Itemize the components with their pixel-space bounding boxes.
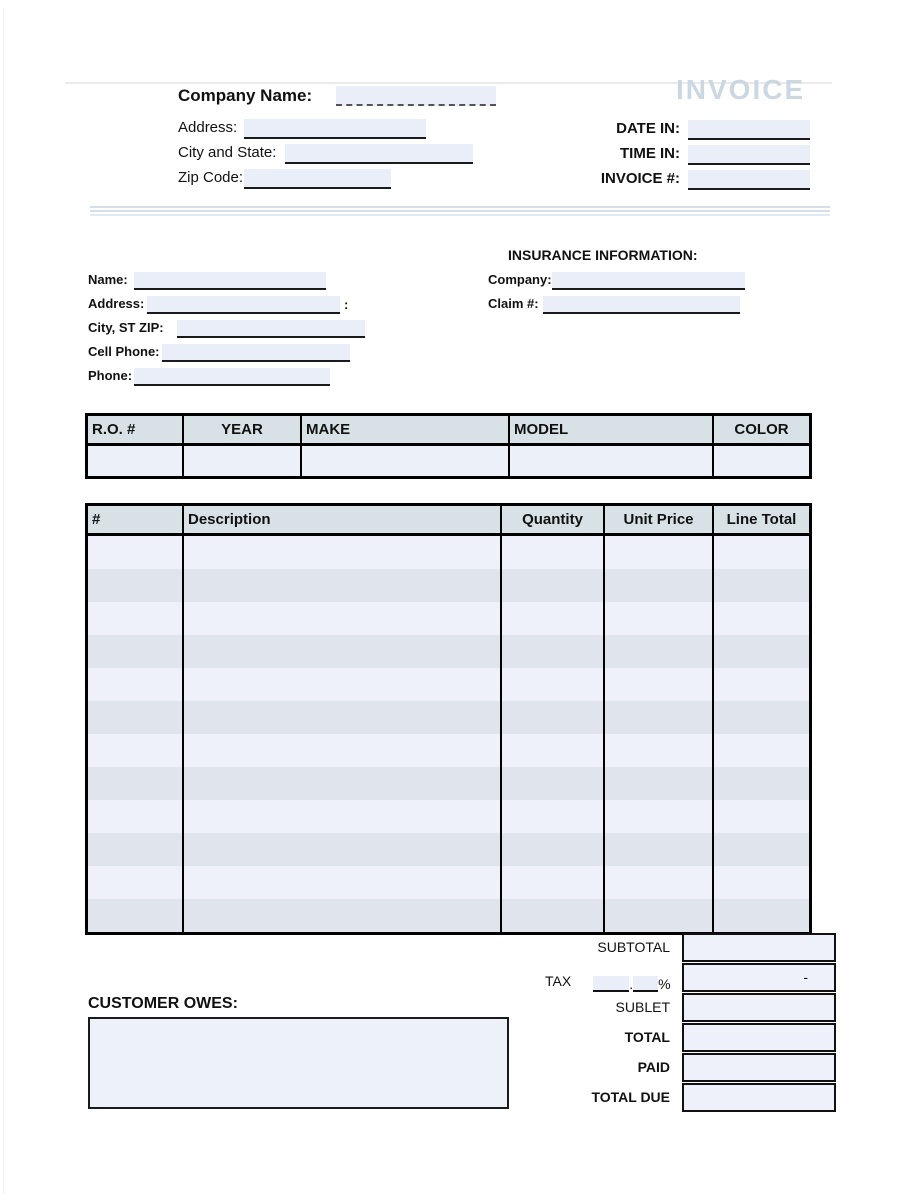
- table-row: [87, 445, 811, 478]
- customer-owes-box[interactable]: [88, 1017, 509, 1109]
- table-row: [87, 635, 811, 668]
- time-in-label: TIME IN:: [620, 145, 680, 162]
- table-cell[interactable]: [87, 535, 184, 570]
- table-cell[interactable]: [713, 734, 811, 767]
- table-cell[interactable]: [713, 800, 811, 833]
- table-cell[interactable]: [87, 602, 184, 635]
- table-cell[interactable]: [713, 767, 811, 800]
- address-label: Address:: [178, 119, 238, 136]
- subtotal-label: SUBTOTAL: [597, 939, 670, 955]
- insurance-company-label: Company:: [488, 272, 552, 287]
- tax-label: TAX: [545, 973, 572, 989]
- table-cell[interactable]: [183, 800, 501, 833]
- customer-name-label: Name:: [88, 272, 128, 287]
- table-cell[interactable]: [87, 800, 184, 833]
- city-state-field[interactable]: [285, 144, 473, 164]
- customer-name-field[interactable]: [134, 272, 326, 290]
- paid-field[interactable]: [682, 1053, 836, 1082]
- customer-owes-label: CUSTOMER OWES:: [88, 995, 238, 1012]
- table-cell[interactable]: [604, 535, 713, 570]
- table-cell[interactable]: [501, 866, 604, 899]
- date-in-label: DATE IN:: [616, 120, 680, 137]
- customer-address-field[interactable]: [147, 296, 340, 314]
- insurance-heading: INSURANCE INFORMATION:: [508, 247, 698, 263]
- table-cell[interactable]: [604, 899, 713, 934]
- table-cell[interactable]: [87, 635, 184, 668]
- table-cell[interactable]: [604, 569, 713, 602]
- table-cell[interactable]: [604, 602, 713, 635]
- column-header: Line Total: [713, 505, 811, 535]
- table-cell[interactable]: [713, 866, 811, 899]
- table-row: [87, 535, 811, 570]
- tax-decimal-separator: .: [629, 976, 634, 992]
- table-cell[interactable]: [713, 668, 811, 701]
- paid-label: PAID: [637, 1059, 670, 1075]
- subtotal-field[interactable]: [682, 933, 836, 962]
- customer-city-label: City, ST ZIP:: [88, 320, 164, 335]
- city-state-label: City and State:: [178, 144, 277, 161]
- table-row: [87, 833, 811, 866]
- table-cell[interactable]: [713, 535, 811, 570]
- zip-code-field[interactable]: [244, 169, 391, 189]
- column-header: #: [87, 505, 184, 535]
- customer-phone-label: Phone:: [88, 368, 133, 383]
- insurance-company-field[interactable]: [552, 272, 745, 290]
- table-cell[interactable]: [604, 635, 713, 668]
- table-cell[interactable]: [183, 767, 501, 800]
- table-cell[interactable]: [501, 535, 604, 570]
- column-header: Unit Price: [604, 505, 713, 535]
- table-cell[interactable]: [183, 602, 501, 635]
- table-cell[interactable]: [87, 833, 184, 866]
- table-row: [87, 668, 811, 701]
- customer-cell-phone-label: Cell Phone:: [88, 344, 160, 359]
- customer-city-field[interactable]: [177, 320, 365, 338]
- table-cell[interactable]: [501, 668, 604, 701]
- total-due-field[interactable]: [682, 1083, 836, 1112]
- table-cell[interactable]: [183, 535, 501, 570]
- insurance-claim-label: Claim #:: [488, 296, 539, 311]
- table-cell[interactable]: [183, 734, 501, 767]
- table-cell[interactable]: [183, 866, 501, 899]
- table-cell[interactable]: [183, 668, 501, 701]
- section-divider: [90, 210, 830, 212]
- tax-percent-sign: %: [658, 976, 671, 992]
- tax-row: [545, 963, 680, 992]
- total-label: TOTAL: [624, 1029, 670, 1045]
- table-cell[interactable]: [713, 899, 811, 934]
- tax-percent-fraction-field[interactable]: [633, 976, 658, 992]
- table-cell[interactable]: [87, 734, 184, 767]
- page-left-edge: [3, 8, 4, 1193]
- section-divider: [90, 214, 830, 216]
- total-due-label: TOTAL DUE: [591, 1089, 670, 1105]
- column-header: YEAR: [183, 415, 301, 445]
- sublet-label: SUBLET: [615, 999, 670, 1015]
- table-cell[interactable]: [604, 800, 713, 833]
- customer-address-suffix: :: [344, 297, 349, 312]
- table-row: [87, 800, 811, 833]
- total-field[interactable]: [682, 1023, 836, 1052]
- sublet-field[interactable]: [682, 993, 836, 1022]
- table-cell[interactable]: [604, 833, 713, 866]
- table-cell[interactable]: [604, 734, 713, 767]
- table-cell[interactable]: [87, 569, 184, 602]
- table-cell[interactable]: [183, 833, 501, 866]
- table-cell[interactable]: [501, 701, 604, 734]
- customer-phone-field[interactable]: [134, 368, 330, 386]
- table-cell[interactable]: [501, 734, 604, 767]
- line-items-table: [85, 503, 812, 935]
- customer-address-label: Address:: [88, 296, 145, 311]
- table-cell[interactable]: [183, 445, 301, 478]
- table-cell[interactable]: [501, 767, 604, 800]
- date-in-field[interactable]: [688, 120, 810, 140]
- table-cell[interactable]: [604, 767, 713, 800]
- column-header: COLOR: [713, 415, 811, 445]
- table-cell[interactable]: [501, 800, 604, 833]
- table-cell[interactable]: [183, 899, 501, 934]
- table-row: [87, 701, 811, 734]
- company-name-field[interactable]: [336, 86, 496, 106]
- table-cell[interactable]: [87, 445, 184, 478]
- invoice-number-field[interactable]: [688, 170, 810, 190]
- table-cell[interactable]: [501, 833, 604, 866]
- table-row: [87, 899, 811, 934]
- vehicle-table: [85, 413, 812, 479]
- invoice-number-label: INVOICE #:: [600, 170, 680, 187]
- table-cell[interactable]: [501, 602, 604, 635]
- table-cell[interactable]: [301, 445, 509, 478]
- table-cell[interactable]: [713, 635, 811, 668]
- table-cell[interactable]: [713, 701, 811, 734]
- table-cell[interactable]: [87, 899, 184, 934]
- table-row: [87, 569, 811, 602]
- table-cell[interactable]: [501, 899, 604, 934]
- table-cell[interactable]: [501, 569, 604, 602]
- tax-percent-whole-field[interactable]: [593, 976, 629, 992]
- table-row: [87, 866, 811, 899]
- table-cell[interactable]: [604, 701, 713, 734]
- table-cell[interactable]: [604, 668, 713, 701]
- table-cell[interactable]: [183, 701, 501, 734]
- customer-cell-phone-field[interactable]: [162, 344, 350, 362]
- column-header: Description: [183, 505, 501, 535]
- table-cell[interactable]: [604, 866, 713, 899]
- invoice-watermark: INVOICE: [676, 74, 806, 105]
- table-cell[interactable]: [509, 445, 713, 478]
- time-in-field[interactable]: [688, 145, 810, 165]
- address-field[interactable]: [244, 119, 426, 139]
- column-header: R.O. #: [87, 415, 184, 445]
- table-header-row: [87, 415, 811, 445]
- company-name-label: Company Name:: [178, 86, 313, 105]
- table-cell[interactable]: [87, 767, 184, 800]
- table-cell[interactable]: [183, 635, 501, 668]
- table-row: [87, 602, 811, 635]
- table-header-row: [87, 505, 811, 535]
- tax-amount-field[interactable]: -: [682, 963, 836, 992]
- table-cell[interactable]: [501, 635, 604, 668]
- table-cell[interactable]: [713, 602, 811, 635]
- zip-code-label: Zip Code:: [178, 169, 244, 186]
- table-cell[interactable]: [87, 668, 184, 701]
- table-row: [87, 767, 811, 800]
- section-divider: [90, 206, 830, 208]
- column-header: MAKE: [301, 415, 509, 445]
- table-cell[interactable]: [713, 445, 811, 478]
- table-cell[interactable]: [87, 701, 184, 734]
- table-cell[interactable]: [713, 833, 811, 866]
- column-header: Quantity: [501, 505, 604, 535]
- table-cell[interactable]: [183, 569, 501, 602]
- insurance-claim-field[interactable]: [543, 296, 740, 314]
- table-cell[interactable]: [87, 866, 184, 899]
- table-row: [87, 734, 811, 767]
- table-cell[interactable]: [713, 569, 811, 602]
- column-header: MODEL: [509, 415, 713, 445]
